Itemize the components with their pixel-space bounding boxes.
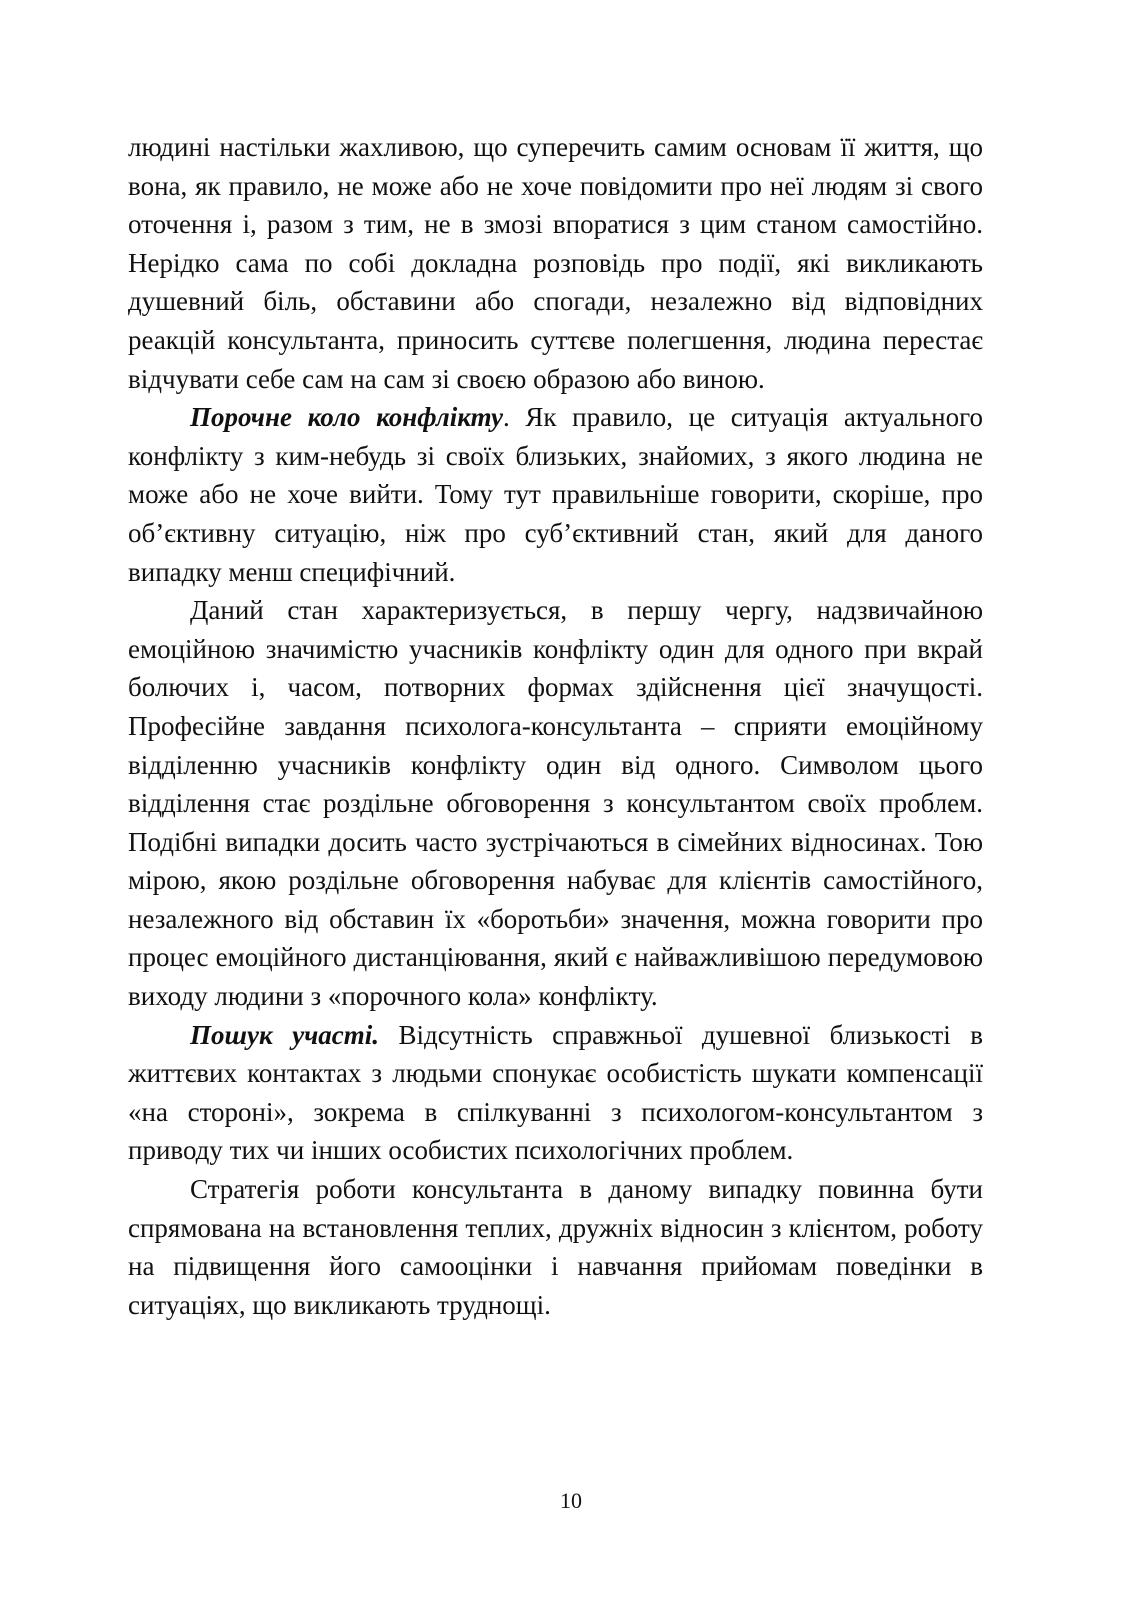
- paragraph-text: Відсутність справжньої душевної близькості в життєвих контактах з людьми спонукає особистість шукати компенсації «на стороні», зокрема в спілкуванні з психологом-консультантом з приводу тих чи інших особистих психологічних проблем.: [128, 1019, 983, 1166]
- paragraph-text: Даний стан характеризується, в першу чергу, надзвичайною емоційною значимістю учасників конфлікту один для одного при вкрай болючих і, часом, потворних формах здійснення цієї значущості. Професійне завдання психолога-консультанта – сприяти емоційному відділенню учасників конфлікту один від одного. Символом цього відділення стає роздільне обговорення з консультантом своїх проблем. Подібні випадки досить часто зустрічаються в сімейних відносинах. Тою мірою, якою роздільне обговорення набуває для клієнтів самостійного, незалежного від обставин їх «боротьби» значення, можна говорити про процес емоційного дистанціювання, який є найважливішою передумовою виходу людини з «порочного кола» конфлікту.: [128, 595, 983, 1012]
- paragraph-text: Стратегія роботи консультанта в даному випадку повинна бути спрямована на встановлення теплих, дружніх відносин з клієнтом, роботу на підвищення його самооцінки і навчання прийомам поведінки в ситуаціях, що викликають труднощі.: [128, 1174, 983, 1320]
- paragraph-trauma-continuation: [128, 128, 983, 398]
- page-number: 10: [560, 1488, 582, 1513]
- paragraph-text: . Як правило, це ситуація актуального конфлікту з ким-небудь зі своїх близьких, знайомих, з якого людина не може або не хоче вийти. Тому тут правильніше говорити, скоріше, про об’єктивну ситуацію, ніж про суб’єктивний стан, який для даного випадку менш специфічний.: [128, 402, 984, 587]
- section-term-search-for-participation: Пошук участі.: [190, 1019, 380, 1050]
- section-term-vicious-circle: Порочне коло конфлікту: [190, 402, 503, 433]
- paragraph-text: людині настільки жахливою, що суперечить самим основам її життя, що вона, як правило, не може або не хоче повідомити про неї людям зі свого оточення і, разом з тим, не в змозі впоратися з цим станом самостійно. Нерідко сама по собі докладна розповідь про події, які викликають душевний біль, обставини або спогади, незалежно від відповідних реакцій консультанта, приносить суттєве полегшення, людина перестає відчувати себе сам на сам зі своєю образою або виною.: [128, 132, 983, 394]
- paragraph-vicious-circle: [128, 398, 983, 591]
- paragraph-search-for-participation: [128, 1016, 983, 1170]
- paragraph-state-description: [128, 591, 983, 1016]
- paragraph-strategy: [128, 1170, 983, 1324]
- document-page: [128, 128, 983, 1324]
